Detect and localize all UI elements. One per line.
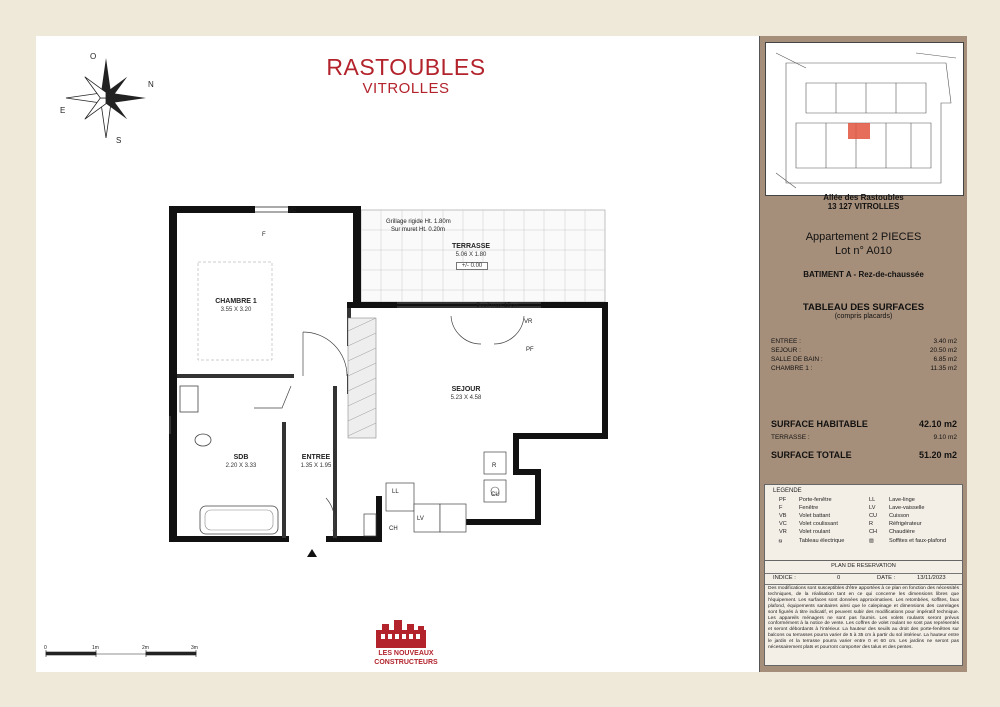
plan-label-pf: PF <box>526 347 534 353</box>
program-city: VITROLLES <box>362 80 450 97</box>
toilet-icon <box>195 434 211 446</box>
legal-notes: Des modifications sont susceptibles d'être apportées à ce plan en fonction des nécessités techniques, de la réalisation tant en ce qui concerne les dimensions libres que l'équipement. Les surfaces sont données approximatives. Les retombées, soffites, faux plafond, équipements sanitaires ainsi que le calepinage et dimensions des carrelages sont figurés à titre indicatif, et peuvent subir des modifications pour impératif technique. Les appareils ménagers ne sont pas fournis. Les volets roulants seront prévus conformément à la notice de vente. Les coffres de volet roulant ne sont pas représentés et seront débordants à l'intérieur. La hauteur des seuils au droit des porte-fenêtres sur balcons ou terrasses pourra varier de 5 à 35 cm à partir du sol intérieur. La hauteur entre le jardin et la terrasse pourra varier entre 0 et 60 cm. Les jardins ne seront pas nécessairement plats et pourront comporter des talus et des pentes. <box>768 586 959 651</box>
reservation-box <box>764 560 963 666</box>
room-sdb-name: SDB <box>233 454 249 461</box>
address-line-2: 13 127 VITROLLES <box>827 202 900 211</box>
compass-label-o: O <box>90 52 97 61</box>
scale-label-2: 2m <box>142 645 149 651</box>
room-chambre-dims: 3.55 X 3.20 <box>220 307 252 313</box>
compass-label-e: E <box>60 106 66 115</box>
plan-label-vr: VR <box>524 319 533 325</box>
surface-row-entree: ENTREE : 3.40 m2 <box>771 338 957 345</box>
legend-item: F Fenêtre <box>779 505 819 511</box>
legend-item: PF Porte-fenêtre <box>779 497 832 503</box>
site-plan-thumbnail <box>765 42 964 196</box>
surface-row-sejour: SEJOUR : 20.50 m2 <box>771 347 957 354</box>
legend-title: LEGENDE <box>773 488 802 494</box>
reservation-info-row: INDICE : 0 DATE : 13/11/2023 <box>765 573 962 585</box>
plan-label-r: R <box>492 463 497 469</box>
entrance-arrow-icon <box>307 549 317 557</box>
soffite-hatch-icon: ▨ <box>869 538 874 544</box>
program-title: RASTOUBLES <box>326 54 486 80</box>
lot-highlight <box>848 123 870 139</box>
room-entree-name: ENTREE <box>301 454 331 461</box>
room-terrasse-dims: 5.06 X 1.80 <box>455 252 487 258</box>
plan-label-f: F <box>262 232 266 238</box>
info-panel <box>759 36 967 672</box>
electric-panel-icon: ⧅ <box>779 538 783 544</box>
floor-plan <box>36 36 759 672</box>
surface-row-chambre: CHAMBRE 1 : 11.35 m2 <box>771 365 957 372</box>
plan-label-ll: LL <box>392 489 399 495</box>
scale-label-3: 3m <box>191 645 198 651</box>
legend-item: VC Volet coulissant <box>779 521 838 527</box>
room-sejour-dims: 5.23 X 4.58 <box>450 395 482 401</box>
apartment-type: Appartement 2 PIECES <box>805 231 922 243</box>
address-line-1: Allée des Rastoubles <box>823 193 904 202</box>
seuil-label: Seuil max 15cm <box>476 303 519 309</box>
legend-item: LL Lave-linge <box>869 497 915 503</box>
legend-item: LV Lave-vaisselle <box>869 505 925 511</box>
scale-label-1: 1m <box>92 645 99 651</box>
surface-habitable-row: SURFACE HABITABLE 42.10 m2 <box>771 419 957 429</box>
scale-bar <box>46 650 196 657</box>
room-terrasse-name: TERRASSE <box>451 243 491 250</box>
room-sejour-name: SEJOUR <box>451 386 481 393</box>
muret-label: Sur muret Ht. 0.20m <box>391 227 446 233</box>
room-sdb-dims: 2.20 X 3.33 <box>225 463 257 469</box>
room-entree-dims: 1.35 X 1.95 <box>300 463 332 469</box>
plan-label-vc: VC <box>288 208 297 214</box>
reservation-title: PLAN DE RESERVATION <box>831 563 896 569</box>
scale-label-0: 0 <box>44 645 47 651</box>
grillage-label: Grillage rigide Ht. 1.80m <box>386 219 451 225</box>
legend-item: ▨ Soffites et faux-plafond <box>869 538 947 544</box>
compass-label-n: N <box>148 80 154 89</box>
logo-line-1: LES NOUVEAUX <box>378 650 434 657</box>
surface-totale-row: SURFACE TOTALE 51.20 m2 <box>771 450 957 460</box>
logo-line-2: CONSTRUCTEURS <box>374 659 438 666</box>
plan-sheet <box>36 36 966 672</box>
surface-row-sdb: SALLE DE BAIN : 6.85 m2 <box>771 356 957 363</box>
legend-item: VB Volet battant <box>779 513 831 519</box>
surfaces-subtitle: (compris placards) <box>834 313 893 320</box>
plan-label-cu: CU <box>491 492 500 498</box>
compass-label-s: S <box>116 136 122 145</box>
plan-label-ch: CH <box>389 526 398 532</box>
legend-item: ⧅ Tableau électrique <box>779 538 845 544</box>
building-level: BATIMENT A - Rez-de-chaussée <box>803 270 924 279</box>
legend-item: CU Cuisson <box>869 513 910 519</box>
plan-label-lv: LV <box>417 516 424 522</box>
room-terrasse-level: +/- 0.00 <box>456 262 488 270</box>
surfaces-title: TABLEAU DES SURFACES <box>802 302 925 313</box>
compass-rose-icon <box>64 56 149 141</box>
legend-item: R Réfrigérateur <box>869 521 922 527</box>
surface-terrasse-row: TERRASSE : 9.10 m2 <box>771 434 957 441</box>
room-chambre-name: CHAMBRE 1 <box>215 298 257 305</box>
legend-item: VR Volet roulant <box>779 529 831 535</box>
lot-number: Lot n° A010 <box>834 245 892 257</box>
legend-item: CH Chaudière <box>869 529 915 535</box>
